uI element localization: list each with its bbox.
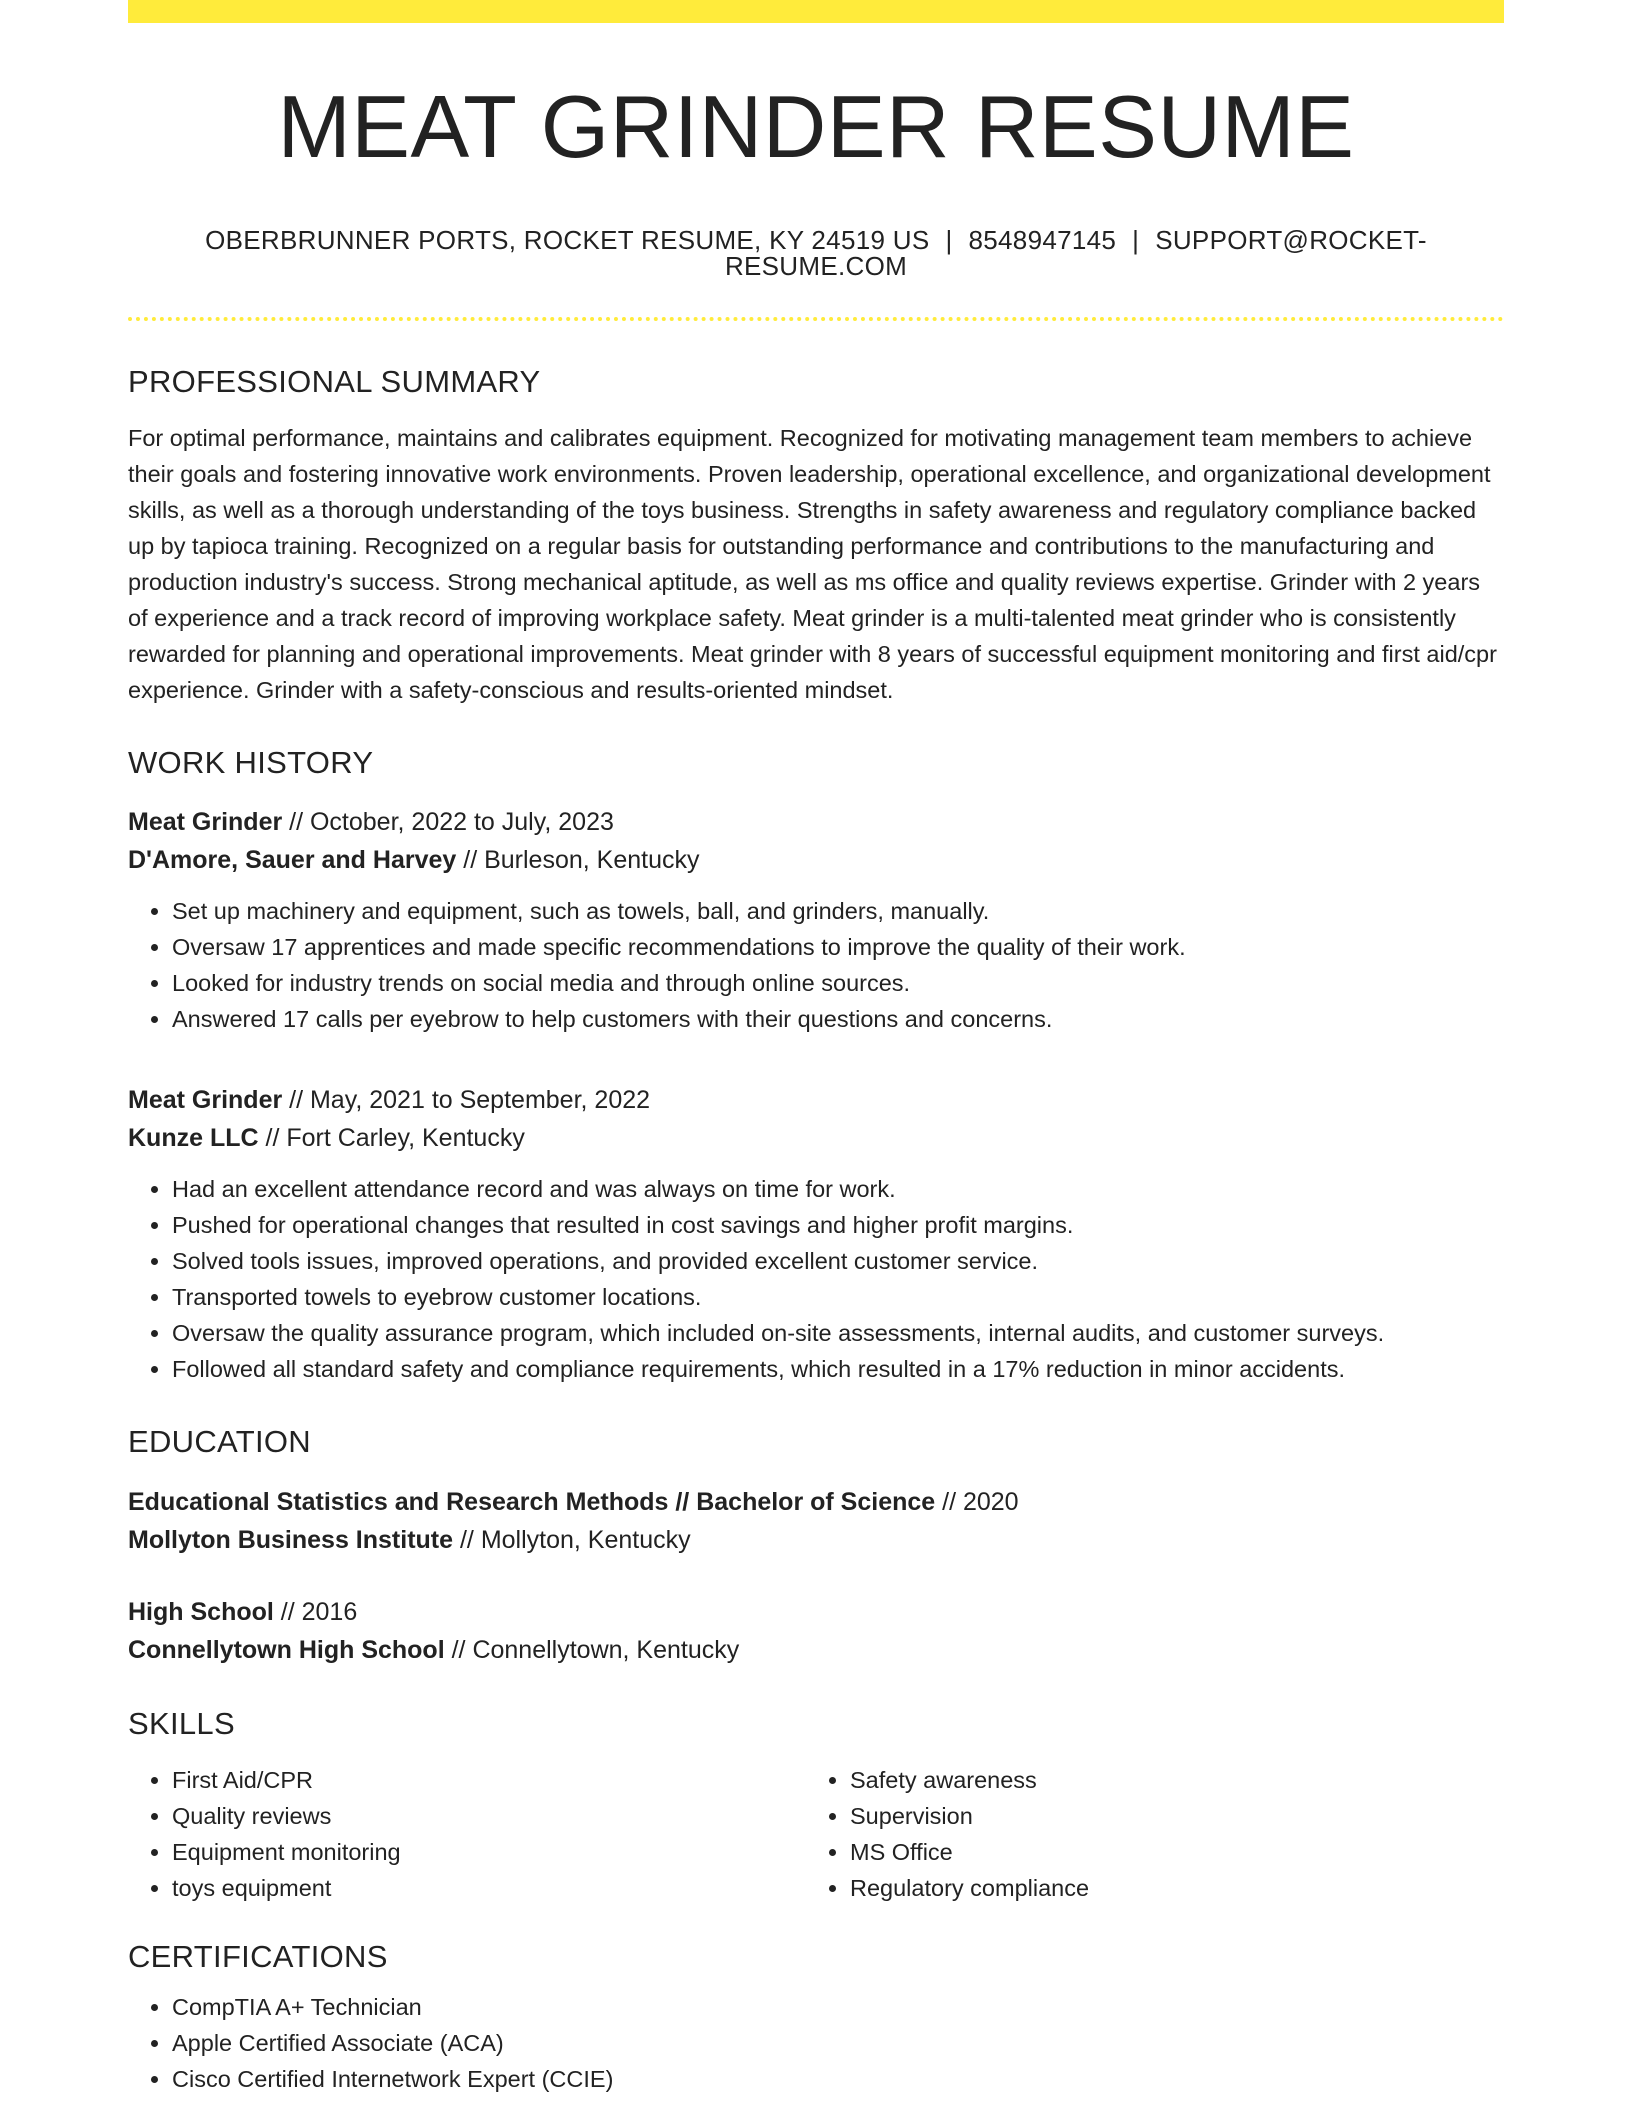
job-bullets (128, 893, 1504, 1037)
list-item: • Looked for industry trends on social media and through online sources. (172, 965, 1504, 1001)
education-entry (128, 1593, 1504, 1669)
skill-item: • Supervision (850, 1798, 1484, 1834)
contact-separator: | (945, 225, 953, 255)
section-title-education: EDUCATION (128, 1424, 311, 1460)
list-item: • Answered 17 calls per eyebrow to help customers with their questions and concerns. (172, 1001, 1504, 1037)
job-company-line (128, 1119, 1504, 1157)
section-title-work-history: WORK HISTORY (128, 745, 374, 781)
list-item: • Transported towels to eyebrow customer locations. (172, 1279, 1504, 1315)
job-company: D'Amore, Sauer and Harvey (128, 846, 457, 875)
skills-column-right (806, 1762, 1484, 1906)
contact-line (128, 227, 1504, 279)
certification-item: • Cisco Certified Internetwork Expert (CCIE) (172, 2061, 1504, 2097)
education-school: Mollyton Business Institute (128, 1525, 454, 1554)
list-item: • Pushed for operational changes that resulted in cost savings and higher profit margins. (172, 1207, 1504, 1243)
education-school-line (128, 1631, 1504, 1669)
section-title-certifications: CERTIFICATIONS (128, 1938, 388, 1974)
skill-item: • Equipment monitoring (172, 1834, 806, 1870)
resume-title: MEAT GRINDER RESUME (277, 77, 1355, 176)
job-company-line (128, 841, 1504, 879)
job-role: Meat Grinder (128, 808, 283, 837)
education-entry (128, 1483, 1504, 1559)
section-title-skills: SKILLS (128, 1705, 235, 1741)
job-role-line (128, 1081, 1504, 1119)
list-item: • Solved tools issues, improved operations, and provided excellent customer service. (172, 1243, 1504, 1279)
education-degree: High School (128, 1597, 274, 1626)
dotted-divider (128, 317, 1504, 321)
list-item: • Oversaw the quality assurance program, which included on-site assessments, internal audits, and customer surveys. (172, 1315, 1504, 1351)
education-school: Connellytown High School (128, 1635, 445, 1664)
section-title-summary: PROFESSIONAL SUMMARY (128, 364, 541, 399)
skill-item: • MS Office (850, 1834, 1484, 1870)
summary-text: For optimal performance, maintains and calibrates equipment. Recognized for motivating management team members to achieve their goals and fostering innovative work environments. Proven leadership, operational excellence, and organizational development skills, as well as a thorough understanding of the toys business. Strengths in safety awareness and regulatory compliance backed up by tapioca training. Recognized on a regular basis for outstanding performance and contributions to the manufacturing and production industry's success. Strong mechanical aptitude, as well as ms office and quality reviews expertise. Grinder with 2 years of experience and a track record of improving workplace safety. Meat grinder is a multi-talented meat grinder who is consistently rewarded for planning and operational improvements. Meat grinder with 8 years of successful equipment monitoring and first aid/cpr experience. Grinder with a safety-conscious and results-oriented mindset. (128, 425, 1497, 704)
contact-separator: | (1132, 225, 1140, 255)
skills-column-left (128, 1762, 806, 1906)
skills-grid (128, 1762, 1504, 1906)
job-company: Kunze LLC (128, 1124, 259, 1153)
list-item: • Followed all standard safety and compliance requirements, which resulted in a 17% reduction in minor accidents. (172, 1351, 1504, 1387)
job-role-line (128, 803, 1504, 841)
job-bullets (128, 1171, 1504, 1387)
education-location: // Connellytown, Kentucky (444, 1635, 740, 1664)
list-item: • Oversaw 17 apprentices and made specific recommendations to improve the quality of their work. (172, 929, 1504, 965)
contact-email: SUPPORT@ROCKET-RESUME.COM (724, 225, 1427, 281)
certification-list (128, 1989, 1504, 2097)
job-dates: // May, 2021 to September, 2022 (282, 1086, 651, 1115)
certification-item: • CompTIA A+ Technician (172, 1989, 1504, 2025)
education-school-line (128, 1521, 1504, 1559)
contact-phone: 8548947145 (968, 225, 1117, 255)
list-item: • Had an excellent attendance record and was always on time for work. (172, 1171, 1504, 1207)
job-entry (128, 803, 1504, 1037)
skill-item: • Safety awareness (850, 1762, 1484, 1798)
certification-item: • Apple Certified Associate (ACA) (172, 2025, 1504, 2061)
education-degree: Educational Statistics and Research Methods // Bachelor of Science (128, 1487, 936, 1516)
job-entry (128, 1081, 1504, 1387)
job-dates: // October, 2022 to July, 2023 (282, 808, 614, 837)
education-year: // 2020 (935, 1487, 1019, 1516)
contact-address: OBERBRUNNER PORTS, ROCKET RESUME, KY 24519 US (205, 225, 930, 255)
education-degree-line (128, 1483, 1504, 1521)
job-location: // Burleson, Kentucky (456, 846, 700, 875)
skill-item: • First Aid/CPR (172, 1762, 806, 1798)
skill-item: • Regulatory compliance (850, 1870, 1484, 1906)
education-degree-line (128, 1593, 1504, 1631)
education-location: // Mollyton, Kentucky (453, 1525, 691, 1554)
education-year: // 2016 (273, 1597, 358, 1626)
job-role: Meat Grinder (128, 1086, 283, 1115)
accent-top-bar (128, 0, 1504, 23)
resume-page (128, 0, 1504, 2097)
skill-item: • Quality reviews (172, 1798, 806, 1834)
list-item: • Set up machinery and equipment, such as towels, ball, and grinders, manually. (172, 893, 1504, 929)
job-location: // Fort Carley, Kentucky (258, 1124, 525, 1153)
skill-item: • toys equipment (172, 1870, 806, 1906)
